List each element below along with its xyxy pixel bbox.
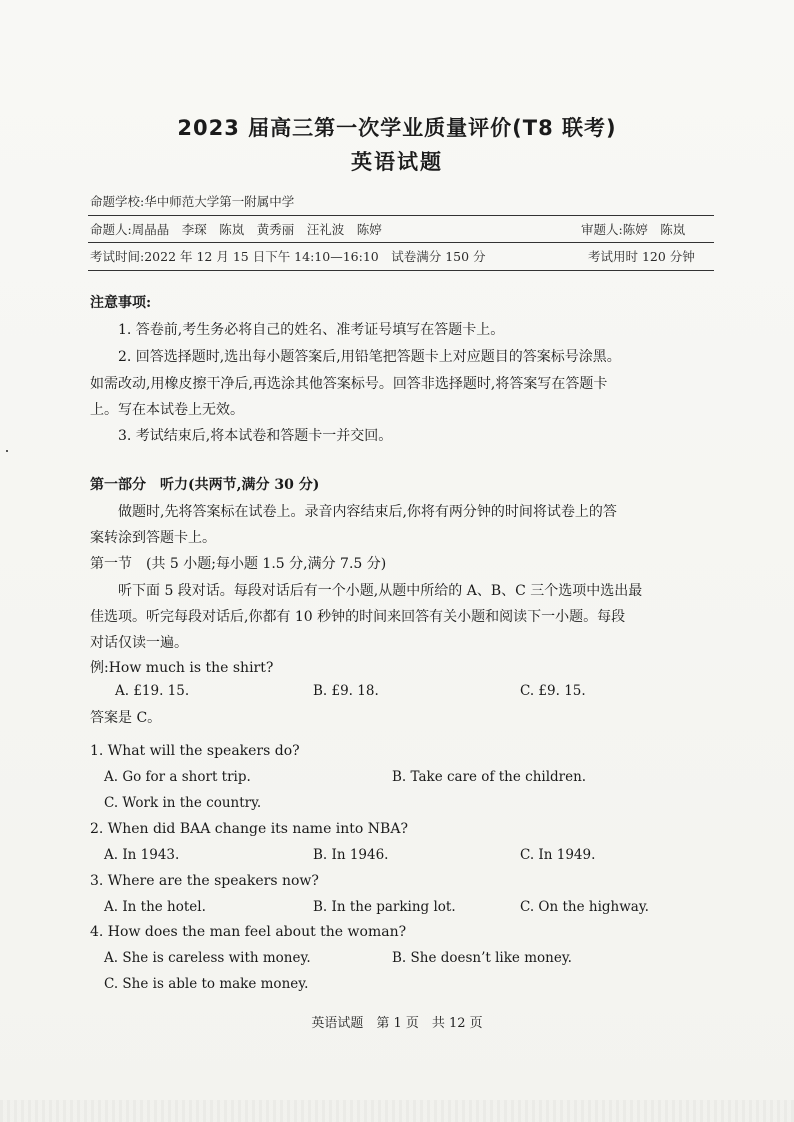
authors-line: 命题人:周晶晶 李琛 陈岚 黄秀丽 汪礼波 陈婷: [90, 222, 382, 237]
question-4-option-b: B. She doesn’t like money.: [392, 950, 572, 966]
note-item: 1. 答卷前,考生务必将自己的姓名、准考证号填写在答题卡上。: [118, 322, 505, 338]
question-3: 3. Where are the speakers now?: [90, 873, 319, 889]
section1-heading: 第一节 (共 5 小题;每小题 1.5 分,满分 7.5 分): [90, 556, 387, 572]
part1-intro: 案转涂到答题卡上。: [90, 530, 216, 546]
page-footer: 英语试题 第 1 页 共 12 页: [311, 1016, 483, 1031]
question-1-option-b: B. Take care of the children.: [392, 769, 587, 785]
question-4: 4. How does the man feel about the woman?: [90, 924, 407, 940]
question-2: 2. When did BAA change its name into NBA?: [90, 821, 408, 837]
school-line: 命题学校:华中师范大学第一附属中学: [90, 194, 295, 209]
divider: [88, 242, 714, 243]
exam-title: 2023 届高三第一次学业质量评价(T8 联考): [177, 116, 617, 140]
duration-line: 考试用时 120 分钟: [588, 249, 695, 264]
note-item: 如需改动,用橡皮擦干净后,再选涂其他答案标号。回答非选择题时,将答案写在答题卡: [90, 376, 608, 392]
section1-instructions: 佳选项。听完每段对话后,你都有 10 秒钟的时间来回答有关小题和阅读下一小题。每段: [90, 609, 626, 625]
part1-heading: 第一部分 听力(共两节,满分 30 分): [90, 477, 320, 493]
note-item: 2. 回答选择题时,选出每小题答案后,用铅笔把答题卡上对应题目的答案标号涂黑。: [118, 349, 621, 365]
note-item: 上。写在本试卷上无效。: [90, 402, 244, 418]
question-4-option-c: C. She is able to make money.: [104, 976, 309, 992]
reviewers-line: 审题人:陈婷 陈岚: [581, 222, 686, 237]
section1-instructions: 对话仅读一遍。: [90, 635, 188, 651]
scan-edge: [0, 1100, 794, 1122]
question-3-option-a: A. In the hotel.: [104, 899, 206, 915]
example-option-b: B. £9. 18.: [313, 683, 379, 699]
question-1: 1. What will the speakers do?: [90, 743, 300, 759]
note-item: 3. 考试结束后,将本试卷和答题卡一并交回。: [118, 428, 393, 444]
exam-time-line: 考试时间:2022 年 12 月 15 日下午 14:10—16:10 试卷满分 150 分: [90, 249, 486, 264]
part1-intro: 做题时,先将答案标在试卷上。录音内容结束后,你将有两分钟的时间将试卷上的答: [118, 504, 617, 520]
question-1-option-a: A. Go for a short trip.: [104, 769, 251, 785]
divider: [88, 215, 714, 216]
exam-subtitle: 英语试题: [351, 150, 443, 174]
question-2-option-a: A. In 1943.: [104, 847, 180, 863]
question-4-option-a: A. She is careless with money.: [104, 950, 311, 966]
example-answer: 答案是 C。: [90, 710, 162, 726]
scan-speck: [6, 450, 8, 452]
question-3-option-c: C. On the highway.: [520, 899, 649, 915]
question-2-option-c: C. In 1949.: [520, 847, 596, 863]
notes-heading: 注意事项:: [90, 295, 152, 311]
divider: [88, 270, 714, 271]
example-question: 例:How much is the shirt?: [90, 660, 274, 676]
question-1-option-c: C. Work in the country.: [104, 795, 262, 811]
example-option-c: C. £9. 15.: [520, 683, 586, 699]
example-option-a: A. £19. 15.: [115, 683, 190, 699]
section1-instructions: 听下面 5 段对话。每段对话后有一个小题,从题中所给的 A、B、C 三个选项中选出最: [118, 583, 643, 599]
question-2-option-b: B. In 1946.: [313, 847, 389, 863]
question-3-option-b: B. In the parking lot.: [313, 899, 456, 915]
